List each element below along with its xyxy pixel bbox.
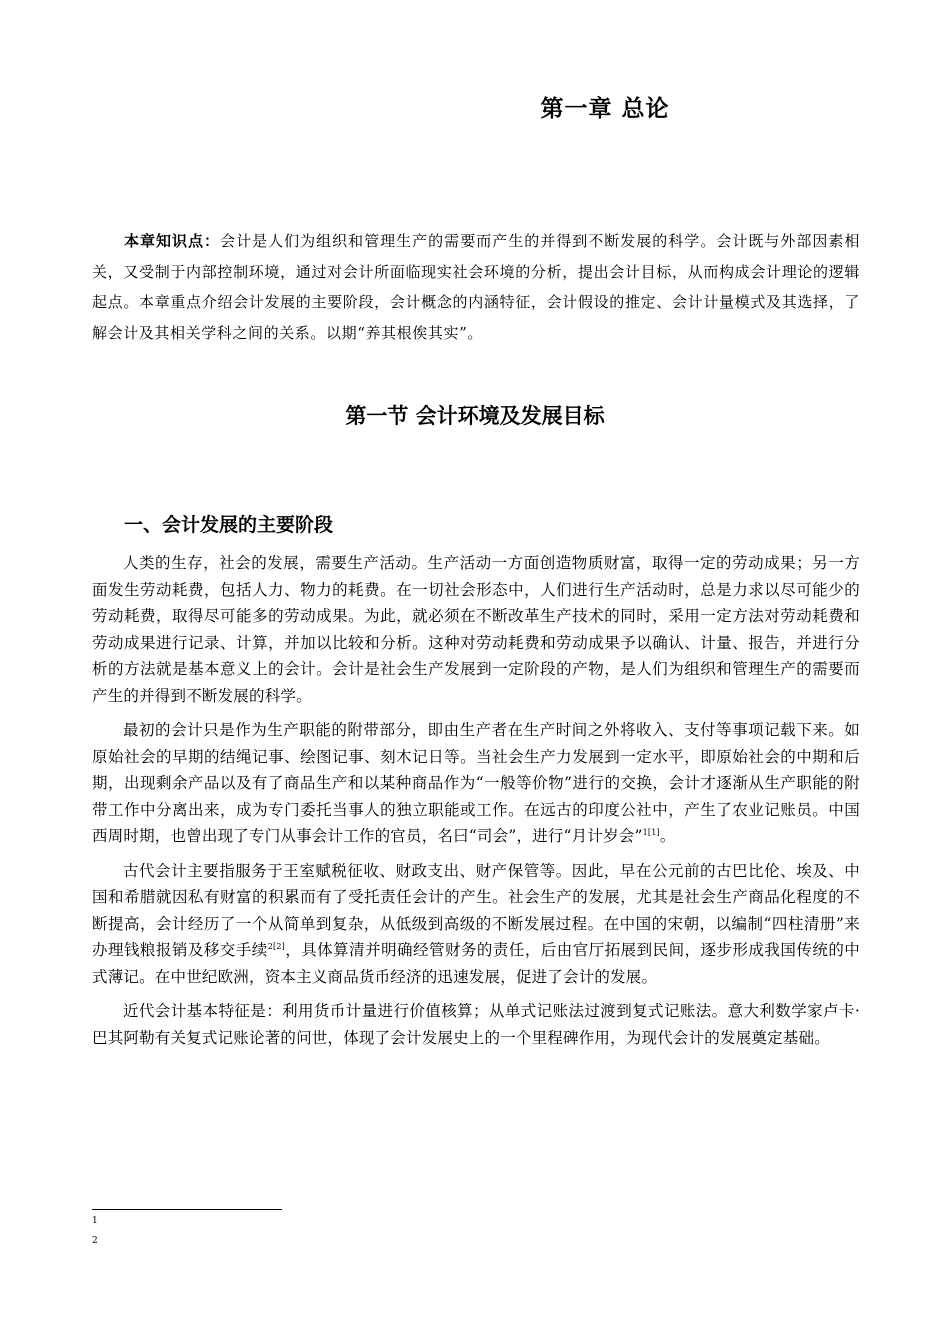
paragraph-4: 近代会计基本特征是：利用货币计量进行价值核算；从单式记账法过渡到复式记账法。意大利数学家卢卡·巴其阿勒有关复式记账论著的问世，体现了会计发展史上的一个里程碑作用，为现代会计的发展奠定基础。 — [92, 1002, 860, 1047]
paragraph-2-text: 最初的会计只是作为生产职能的附带部分，即由生产者在生产时间之外将收入、支付等事项记载下来。如原始社会的早期的结绳记事、绘图记事、刻木记日等。当社会生产力发展到一定水平，即原始社会的中期和后期，出现剩余产品以及有了商品生产和以某种商品作为“一般等价物”进行的交换，会计才逐渐从生产职能的附带工作中分离出来，成为专门委托当事人的独立职能或工作。在远古的印度公社中，产生了农业记账员。中国西周时期，也曾出现了专门从事会计工作的官员，名曰“司会”，进行“月计岁会” — [92, 721, 860, 845]
knowledge-points-text: 会计是人们为组织和管理生产的需要而产生的并得到不断发展的科学。会计既与外部因素相关，又受制于内部控制环境，通过对会计所面临现实社会环境的分析，提出会计目标，从而构成会计理论的逻辑起点。本章重点介绍会计发展的主要阶段，会计概念的内涵特征，会计假设的推定、会计计量模式及其选择，了解会计及其相关学科之间的关系。以期“养其根俟其实”。 — [92, 232, 860, 342]
chapter-title: 第一章 总论 — [540, 96, 670, 122]
chapter-knowledge-points — [92, 226, 860, 348]
footnote-1: 1 — [92, 1216, 98, 1226]
paragraph-1: 人类的生存，社会的发展，需要生产活动。生产活动一方面创造物质财富，取得一定的劳动成果；另一方面发生劳动耗费，包括人力、物力的耗费。在一切社会形态中，人们进行生产活动时，总是力求以尽可能少的劳动耗费，取得尽可能多的劳动成果。为此，就必须在不断改革生产技术的同时，采用一定方法对劳动耗费和劳动成果进行记录、计算，并加以比较和分析。这种对劳动耗费和劳动成果予以确认、计量、报告，并进行分析的方法就是基本意义上的会计。会计是社会生产发展到一定阶段的产物，是人们为组织和管理生产的需要而产生的并得到不断发展的科学。 — [92, 554, 860, 705]
footnote-ref-2[interactable]: 2[2] — [267, 941, 285, 951]
paragraph-2 — [92, 717, 860, 850]
subsection-title: 一、会计发展的主要阶段 — [124, 514, 334, 536]
footnote-divider — [92, 1209, 282, 1210]
section-title: 第一节 会计环境及发展目标 — [345, 404, 605, 428]
paragraph-2-end: 。 — [659, 827, 676, 845]
paragraph-3-text: 古代会计主要指服务于王室赋税征收、财政支出、财产保管等。因此，早在公元前的古巴比伦、埃及、中国和希腊就因私有财富的积累而有了受托责任会计的产生。社会生产的发展，尤其是社会生产商品化程度的不断提高，会计经历了一个从简单到复杂，从低级到高级的不断发展过程。在中国的宋朝，以编制“四柱清册”来办理钱粮报销及移交手续 — [92, 861, 860, 959]
body-text — [92, 550, 860, 1059]
footnote-ref-1[interactable]: 1[1] — [642, 827, 660, 837]
knowledge-points-label: 本章知识点： — [124, 232, 221, 250]
footnote-2: 2 — [92, 1236, 98, 1246]
paragraph-3 — [92, 858, 860, 991]
paragraph-3-end: ，具体算清并明确经管财务的责任，后由官厅拓展到民间，逐步形成我国传统的中式薄记。在中世纪欧洲，资本主义商品货币经济的迅速发展，促进了会计的发展。 — [92, 941, 861, 986]
